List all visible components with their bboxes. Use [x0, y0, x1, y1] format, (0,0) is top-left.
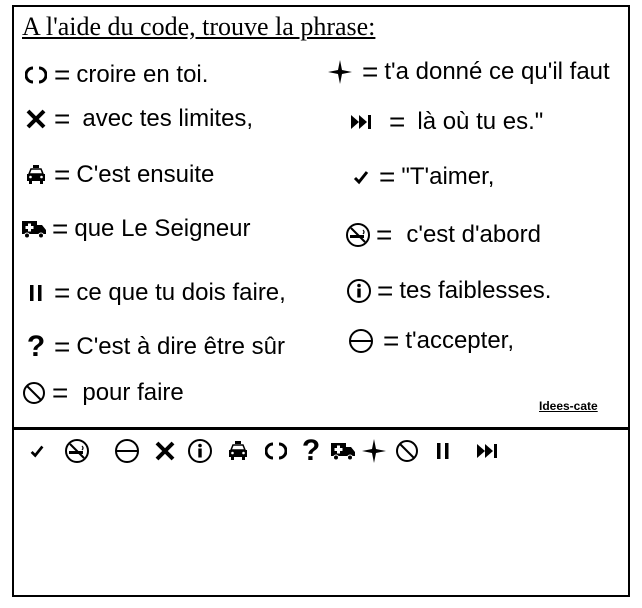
circle-minus-icon [347, 327, 375, 355]
equals-sign: = [362, 56, 379, 87]
legend-text: là où tu es." [417, 108, 544, 135]
fast-forward-icon [347, 108, 375, 136]
check-mark-icon [22, 435, 52, 467]
ambulance-icon [20, 215, 48, 243]
information-icon [182, 435, 218, 467]
equals-sign: = [52, 213, 69, 244]
equals-sign: = [376, 219, 393, 250]
legend-row-prohibited [20, 377, 184, 409]
code-sequence [22, 435, 504, 467]
legend-row-fast-forward [347, 106, 543, 138]
legend-text: que Le Seigneur [74, 215, 251, 242]
taxi-icon [22, 161, 50, 189]
equals-sign: = [52, 377, 69, 408]
pause-icon [22, 279, 50, 307]
worksheet-frame [12, 5, 630, 597]
information-icon [345, 277, 373, 305]
credit-label: Idees-cate [539, 399, 598, 413]
taxi-icon [218, 435, 258, 467]
equals-sign: = [379, 161, 396, 192]
question-mark-icon: ? [301, 434, 321, 467]
equals-sign: = [54, 59, 71, 90]
legend-row-x-mark [22, 103, 253, 135]
legend-text: avec tes limites, [82, 105, 254, 132]
legend-text: croire en toi. [76, 61, 209, 88]
equals-sign: = [389, 106, 406, 137]
fast-forward-icon [470, 435, 504, 467]
legend-text: tes faiblesses. [399, 277, 552, 304]
circle-arrows-icon [22, 61, 50, 89]
circle-minus-icon [110, 435, 144, 467]
equals-sign: = [54, 277, 71, 308]
legend-text: t'a donné ce qu'il faut [384, 58, 610, 85]
legend-text: pour faire [82, 379, 184, 406]
prohibited-icon [20, 379, 48, 407]
circle-arrows-icon [258, 435, 294, 467]
equals-sign: = [377, 275, 394, 306]
legend-row-circle-arrows [22, 59, 208, 91]
legend-text: C'est à dire être sûr [76, 333, 286, 360]
legend-text: ce que tu dois faire, [76, 279, 286, 306]
legend-row-pause [22, 277, 286, 309]
question-mark-icon: ? [26, 330, 46, 363]
equals-sign: = [54, 159, 71, 190]
ambulance-icon [328, 435, 358, 467]
legend-row-question-mark [22, 331, 285, 363]
prohibited-icon [390, 435, 424, 467]
four-point-star-icon [326, 58, 354, 86]
four-point-star-icon [358, 435, 390, 467]
x-mark-icon [148, 435, 182, 467]
legend-row-ambulance [20, 213, 251, 245]
legend-text: C'est ensuite [76, 161, 215, 188]
worksheet-title: A l'aide du code, trouve la phrase: [22, 12, 376, 41]
no-smoking-icon [344, 221, 372, 249]
legend-row-four-point-star [326, 56, 610, 88]
section-divider [14, 427, 628, 430]
legend-row-circle-minus [347, 325, 514, 357]
legend-row-no-smoking [344, 219, 541, 251]
x-mark-icon [22, 105, 50, 133]
legend-row-information [345, 275, 551, 307]
pause-icon [424, 435, 462, 467]
equals-sign: = [54, 103, 71, 134]
legend-text: c'est d'abord [406, 221, 541, 248]
no-smoking-icon [60, 435, 94, 467]
legend-text: t'accepter, [405, 327, 515, 354]
equals-sign: = [383, 325, 400, 356]
equals-sign: = [54, 331, 71, 362]
legend-row-check-mark [347, 161, 494, 193]
check-mark-icon [347, 163, 375, 191]
legend-row-taxi [22, 159, 214, 191]
legend-text: "T'aimer, [401, 163, 495, 190]
